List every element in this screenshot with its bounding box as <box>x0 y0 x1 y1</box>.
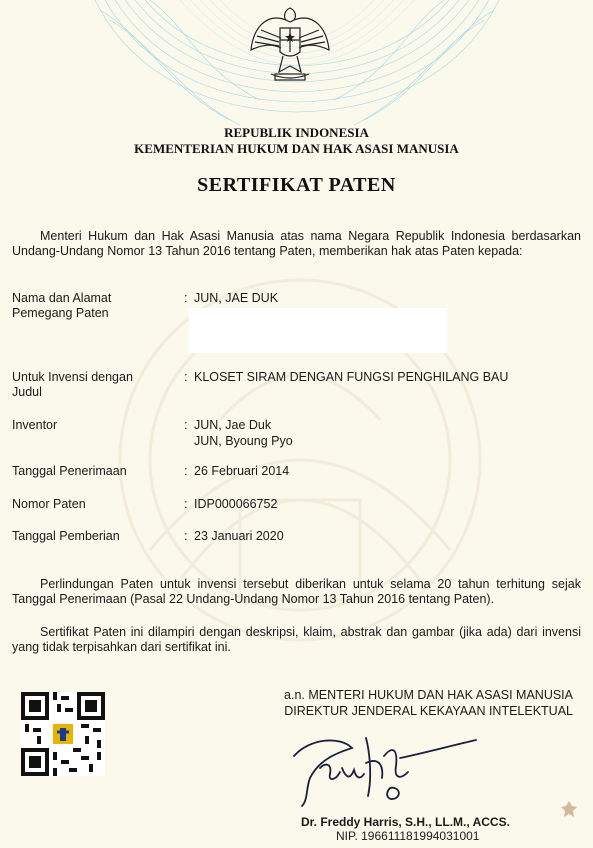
hologram-stamp-icon <box>560 800 578 818</box>
invention-label-line1: Untuk Invensi dengan <box>12 370 133 384</box>
attachment-paragraph: Sertifikat Paten ini dilampiri dengan deskripsi, klaim, abstrak dan gambar (jika ada) dari invensi yang tidak terpisahkan dari sertifikat ini. <box>12 625 581 654</box>
inventor-2: JUN, Byoung Pyo <box>194 434 293 448</box>
handwritten-signature <box>280 718 480 813</box>
grant-date-label: Tanggal Pemberian <box>12 529 120 543</box>
inventor-1: JUN, Jae Duk <box>194 418 272 432</box>
inventor-label: Inventor <box>12 418 58 432</box>
holder-value: JUN, JAE DUK <box>194 291 279 305</box>
grant-date-value: 23 Januari 2020 <box>194 529 284 543</box>
inventor-colon: : <box>184 418 188 432</box>
country-heading: REPUBLIK INDONESIA <box>224 125 369 140</box>
protection-paragraph: Perlindungan Paten untuk invensi tersebut diberikan untuk selama 20 tahun terhitung sejak Tanggal Penerimaan (Pasal 22 Undang-Undang Nomor 13 Tahun 2016 tentang Paten). <box>12 577 581 606</box>
on-behalf-line: a.n. MENTERI HUKUM DAN HAK ASASI MANUSIA <box>284 688 573 702</box>
signer-nip: NIP. 196611181994031001 <box>336 829 480 843</box>
signer-name: Dr. Freddy Harris, S.H., LL.M., ACCS. <box>301 815 510 829</box>
holder-label-line1: Nama dan Alamat <box>12 291 112 305</box>
received-date: 26 Februari 2014 <box>194 464 290 478</box>
document-title: SERTIFIKAT PATEN <box>197 174 396 196</box>
qr-code <box>21 692 105 776</box>
holder-label-line2: Pemegang Paten <box>12 306 109 320</box>
patent-number-colon: : <box>184 497 188 511</box>
grant-date-colon: : <box>184 529 188 543</box>
patent-number-value: IDP000066752 <box>194 497 278 511</box>
ministry-heading: KEMENTERIAN HUKUM DAN HAK ASASI MANUSIA <box>134 141 459 156</box>
received-label: Tanggal Penerimaan <box>12 464 127 478</box>
invention-colon: : <box>184 370 188 384</box>
holder-colon: : <box>184 291 188 305</box>
invention-label-line2: Judul <box>12 385 42 399</box>
redacted-address <box>189 308 447 353</box>
director-general-line: DIREKTUR JENDERAL KEKAYAAN INTELEKTUAL <box>284 704 573 718</box>
patent-number-label: Nomor Paten <box>12 497 86 511</box>
invention-title-value: KLOSET SIRAM DENGAN FUNGSI PENGHILANG BAU <box>194 370 509 384</box>
garuda-emblem <box>245 0 335 92</box>
intro-paragraph: Menteri Hukum dan Hak Asasi Manusia atas nama Negara Republik Indonesia berdasarkan Undang-Undang Nomor 13 Tahun 2016 tentang Paten, memberikan hak atas Paten kepada: <box>12 229 581 258</box>
received-colon: : <box>184 464 188 478</box>
